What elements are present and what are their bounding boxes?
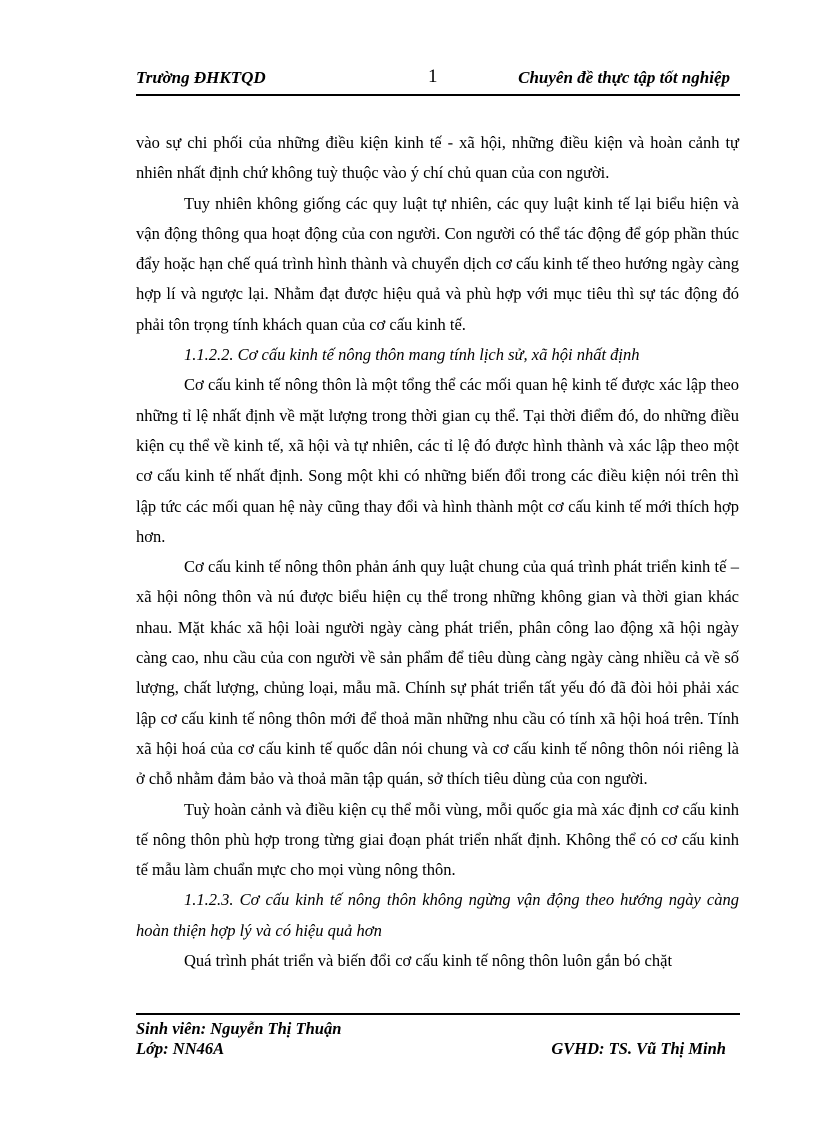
page-header: [136, 66, 740, 96]
paragraph-continuation: vào sự chi phối của những điều kiện kinh tế - xã hội, những điều kiện và hoàn cảnh tự nhiên nhất định chứ không tuỳ thuộc vào ý chí chủ quan của con người.: [136, 133, 739, 183]
paragraph: Cơ cấu kinh tế nông thôn là một tổng thể các mối quan hệ kinh tế được xác lập theo những tỉ lệ nhất định về mặt lượng trong thời gian cụ thể. Tại thời điểm đó, do những điều kiện cụ thể về kinh tế, xã hội và tự nhiên, các tỉ lệ đó được hình thành và xác lập theo một cơ cấu kinh tế nhất định. Song một khi có những biến đổi trong các điều kiện nói trên thì lập tức các mối quan hệ này cũng thay đổi và hình thành một cơ cấu kinh tế mới thích hợp hơn.: [136, 375, 739, 546]
document-body: [136, 128, 739, 976]
page-footer: [136, 1013, 740, 1058]
section-heading: 1.1.2.3. Cơ cấu kinh tế nông thôn không ngừng vận động theo hướng ngày càng hoàn thiện hợp lý và có hiệu quả hơn: [136, 890, 739, 940]
paragraph: Cơ cấu kinh tế nông thôn phản ánh quy luật chung của quá trình phát triển kinh tế – xã hội nông thôn và nú được biểu hiện cụ thể trong những không gian và thời gian khác nhau. Mặt khác xã hội loài người ngày càng phát triển, phân công lao động xã hội ngày càng cao, nhu cầu của con người về sản phẩm để tiêu dùng càng ngày càng nhiều cả về số lượng, chất lượng, chủng loại, mẫu mã. Chính sự phát triển tất yếu đó đã đòi hỏi phải xác lập cơ cấu kinh tế nông thôn mới để thoả mãn những nhu cầu có tính xã hội hoá trên. Tính xã hội hoá của cơ cấu kinh tế quốc dân nói chung và cơ cấu kinh tế nông thôn nói riêng là ở chỗ nhằm đảm bảo và thoả mãn tập quán, sở thích tiêu dùng của con người.: [136, 557, 739, 789]
header-school: Trường ĐHKTQD: [136, 68, 266, 87]
paragraph: Tuỳ hoàn cảnh và điều kiện cụ thể mỗi vùng, mỗi quốc gia mà xác định cơ cấu kinh tế nông thôn phù hợp trong từng giai đoạn phát triển nhất định. Không thể có cơ cấu kinh tế mẫu làm chuẩn mực cho mọi vùng nông thôn.: [136, 799, 739, 880]
paragraph: Quá trình phát triển và biến đổi cơ cấu kinh tế nông thôn luôn gắn bó chặt: [184, 951, 673, 971]
section-heading: 1.1.2.2. Cơ cấu kinh tế nông thôn mang tính lịch sử, xã hội nhất định: [184, 345, 640, 365]
header-doc-type: Chuyên đề thực tập tốt nghiệp: [518, 68, 730, 87]
header-page-number: 1: [428, 66, 438, 87]
paragraph: Tuy nhiên không giống các quy luật tự nhiên, các quy luật kinh tế lại biểu hiện và vận động thông qua hoạt động của con người. Con người có thể tác động để góp phần thúc đẩy hoặc hạn chế quá trình hình thành và chuyển dịch cơ cấu kinh tế theo hướng ngày càng hợp lí và ngược lại. Nhằm đạt được hiệu quả và phù hợp với mục tiêu thì sự tác động đó phải tôn trọng tính khách quan của cơ cấu kinh tế.: [136, 193, 739, 334]
footer-student: Sinh viên: Nguyễn Thị Thuận: [136, 1019, 342, 1038]
footer-class: Lớp: NN46A: [136, 1039, 225, 1058]
footer-advisor: GVHD: TS. Vũ Thị Minh: [551, 1039, 726, 1058]
